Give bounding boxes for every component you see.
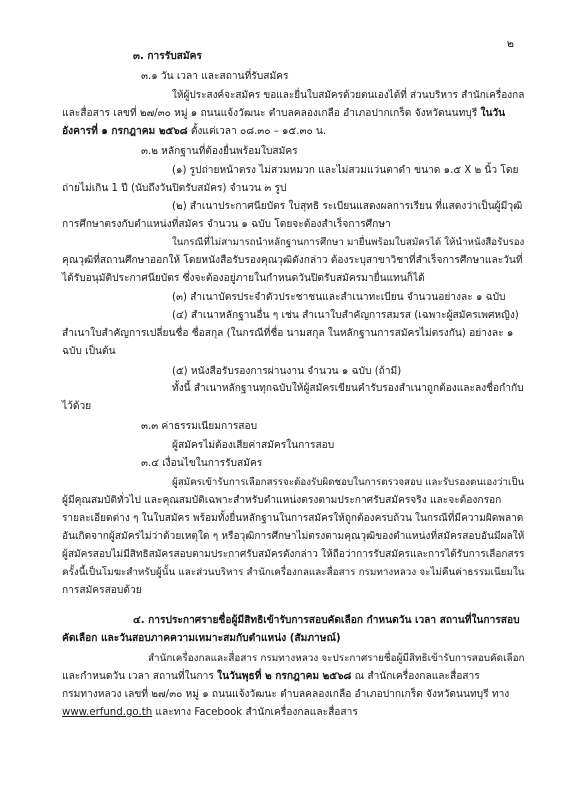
section-4-heading: คัดเลือก และวันสอบภาคความเหมาะสมกับตำแหน่ง (สัมภาษณ์): [62, 633, 341, 644]
section-3-3-heading: ๓.๓ ค่าธรรมเนียมการสอบ: [141, 421, 258, 432]
section-3-2-item: (๕) หนังสือรับรองการผ่านงาน จำนวน ๑ ฉบับ (ถ้ามี): [172, 366, 402, 377]
section-3-4-line: อันเกิดจากผู้สมัครไม่ว่าด้วยเหตุใด ๆ หรือวุฒิการศึกษาไม่ตรงตามคุณวุฒิของตำแหน่งที่สมัครสอบอันมีผลให้: [62, 531, 525, 542]
section-3-2-item: (๑) รูปถ่ายหน้าตรง ไม่สวมหมวก และไม่สวมแว่นตาดำ ขนาด ๑.๕ X ๒ นิ้ว โดย: [172, 165, 519, 176]
section-4-heading: ๔. การประกาศรายชื่อผู้มีสิทธิเข้ารับการสอบคัดเลือก กำหนดวัน เวลา สถานที่ในการสอบ: [133, 615, 520, 626]
page-number: ๒: [506, 37, 514, 50]
application-time: ตั้งแต่เวลา ๐๘.๓๐ – ๑๕.๓๐ น.: [187, 126, 327, 137]
section-3-2-item: ฉบับ เป็นต้น: [62, 346, 116, 357]
section-3-4-line: รายละเอียดต่าง ๆ ในใบสมัคร พร้อมทั้งยื่นหลักฐานในการสมัครให้ถูกต้องครบถ้วน ในกรณีที่มีความผิดพลาด: [62, 513, 524, 524]
section-3-2-note: ทั้งนี้ สำเนาหลักฐานทุกฉบับให้ผู้สมัครเขียนคำรับรองสำเนาถูกต้องและลงชื่อกำกับ: [172, 383, 524, 394]
section-3-heading: ๓. การรับสมัคร: [133, 51, 202, 62]
section-3-4-line: ครั้งนี้เป็นโมฆะสำหรับผู้นั้น และส่วนบริหาร สำนักเครื่องกลและสื่อสาร กรมทางหลวง จะไม่คืนค่าธรรมเนียมใน: [62, 567, 525, 578]
section-3-2-heading: ๓.๒ หลักฐานที่ต้องยื่นพร้อมใบสมัคร: [141, 146, 298, 157]
section-4-text: และกำหนดวัน เวลา สถานที่ในการ: [62, 671, 214, 682]
section-3-2-paragraph: ได้รับอนุมัติประกาศนียบัตร ซึ่งจะต้องอยู่ภายในกำหนดวันปิดรับสมัครมายื่นแทนก็ได้: [62, 273, 425, 284]
section-4-line: สำนักเครื่องกลและสื่อสาร กรมทางหลวง จะประกาศรายชื่อผู้มีสิทธิเข้ารับการสอบคัดเลือก: [148, 653, 525, 664]
facebook-text: และทาง Facebook สำนักเครื่องกลและสื่อสาร: [152, 707, 358, 718]
announcement-date: ในวันพุธที่ ๒ กรกฎาคม ๒๕๖๘: [217, 671, 352, 682]
section-4-line: [62, 670, 480, 684]
section-3-1-heading: ๓.๑ วัน เวลา และสถานที่รับสมัคร: [141, 71, 289, 82]
section-3-4-heading: ๓.๔ เงื่อนไขในการรับสมัคร: [141, 458, 263, 469]
section-3-4-line: ผู้สมัครสอบไม่มีสิทธิสมัครสอบตามประกาศรับสมัครดังกล่าว ให้ถือว่าการรับสมัครและการได้รับการเลือกสรร: [62, 549, 525, 560]
section-3-1-text: และสื่อสาร เลขที่ ๒๗/๓๐ หมู่ ๑ ถนนแจ้งวัฒนะ ตำบลคลองเกลือ อำเภอปากเกร็ด จังหวัดนนทบุรี: [62, 108, 478, 119]
section-3-2-item: (๔) สำเนาหลักฐานอื่น ๆ เช่น สำเนาใบสำคัญการสมรส (เฉพาะผู้สมัครเพศหญิง): [172, 310, 519, 321]
section-4-location: ณ สำนักเครื่องกลและสื่อสาร: [351, 671, 480, 682]
section-3-1-line: [62, 125, 326, 139]
section-3-4-line: ผู้สมัครเข้ารับการเลือกสรรจะต้องรับผิดชอบในการตรวจสอบ และรับรองตนเองว่าเป็น: [172, 477, 525, 488]
section-3-2-note: ไว้ด้วย: [62, 401, 92, 412]
section-3-3-body: ผู้สมัครไม่ต้องเสียค่าสมัครในการสอบ: [172, 440, 335, 451]
section-3-2-item: การศึกษาตรงกับตำแหน่งที่สมัคร จำนวน ๑ ฉบับ โดยจะต้องสำเร็จการศึกษา: [62, 219, 391, 230]
section-3-1-line: [62, 107, 505, 121]
section-3-2-paragraph: คุณวุฒิที่สถานศึกษาออกให้ โดยหนังสือรับรองคุณวุฒิดังกล่าว ต้องระบุสาขาวิชาที่สำเร็จการศึกษาและวันที่: [62, 255, 523, 266]
section-4-line: [62, 706, 358, 720]
section-3-1-line: ให้ผู้ประสงค์จะสมัคร ขอและยื่นใบสมัครด้วยตนเองได้ที่ ส่วนบริหาร สำนักเครื่องกล: [172, 90, 525, 101]
section-3-2-paragraph: ในกรณีที่ไม่สามารถนำหลักฐานการศึกษา มายื่นพร้อมใบสมัครได้ ให้นำหนังสือรับรอง: [172, 237, 525, 248]
section-3-1-date-start: ในวัน: [480, 108, 506, 119]
section-3-4-line: ผู้มีคุณสมบัติทั่วไป และคุณสมบัติเฉพาะสำหรับตำแหน่งตรงตามประกาศรับสมัครจริง และจะต้องกรอก: [62, 495, 502, 506]
section-4-line: กรมทางหลวง เลขที่ ๒๗/๓๐ หมู่ ๑ ถนนแจ้งวัฒนะ ตำบลคลองเกลือ อำเภอปากเกร็ด จังหวัดนนทบุรี ทาง: [62, 689, 510, 700]
section-3-2-item: (๒) สำเนาประกาศนียบัตร ใบสุทธิ ระเบียนแสดงผลการเรียน ที่แสดงว่าเป็นผู้มีวุฒิ: [172, 201, 523, 212]
section-3-2-item: สำเนาใบสำคัญการเปลี่ยนชื่อ ชื่อสกุล (ในกรณีที่ชื่อ นามสกุล ในหลักฐานการสมัครไม่ตรงกัน) อย่างละ ๑: [62, 328, 514, 339]
application-date: อังคารที่ ๑ กรกฎาคม ๒๕๖๘: [62, 126, 188, 137]
section-3-2-item: ถ่ายไม่เกิน 1 ปี (นับถึงวันปิดรับสมัคร) จำนวน ๓ รูป: [62, 183, 287, 194]
website-link[interactable]: www.erfund.go.th: [62, 707, 153, 718]
section-3-4-line: การสมัครสอบด้วย: [62, 585, 142, 596]
section-3-2-item: (๓) สำเนาบัตรประจำตัวประชาชนและสำเนาทะเบียน จำนวนอย่างละ ๑ ฉบับ: [172, 292, 506, 303]
